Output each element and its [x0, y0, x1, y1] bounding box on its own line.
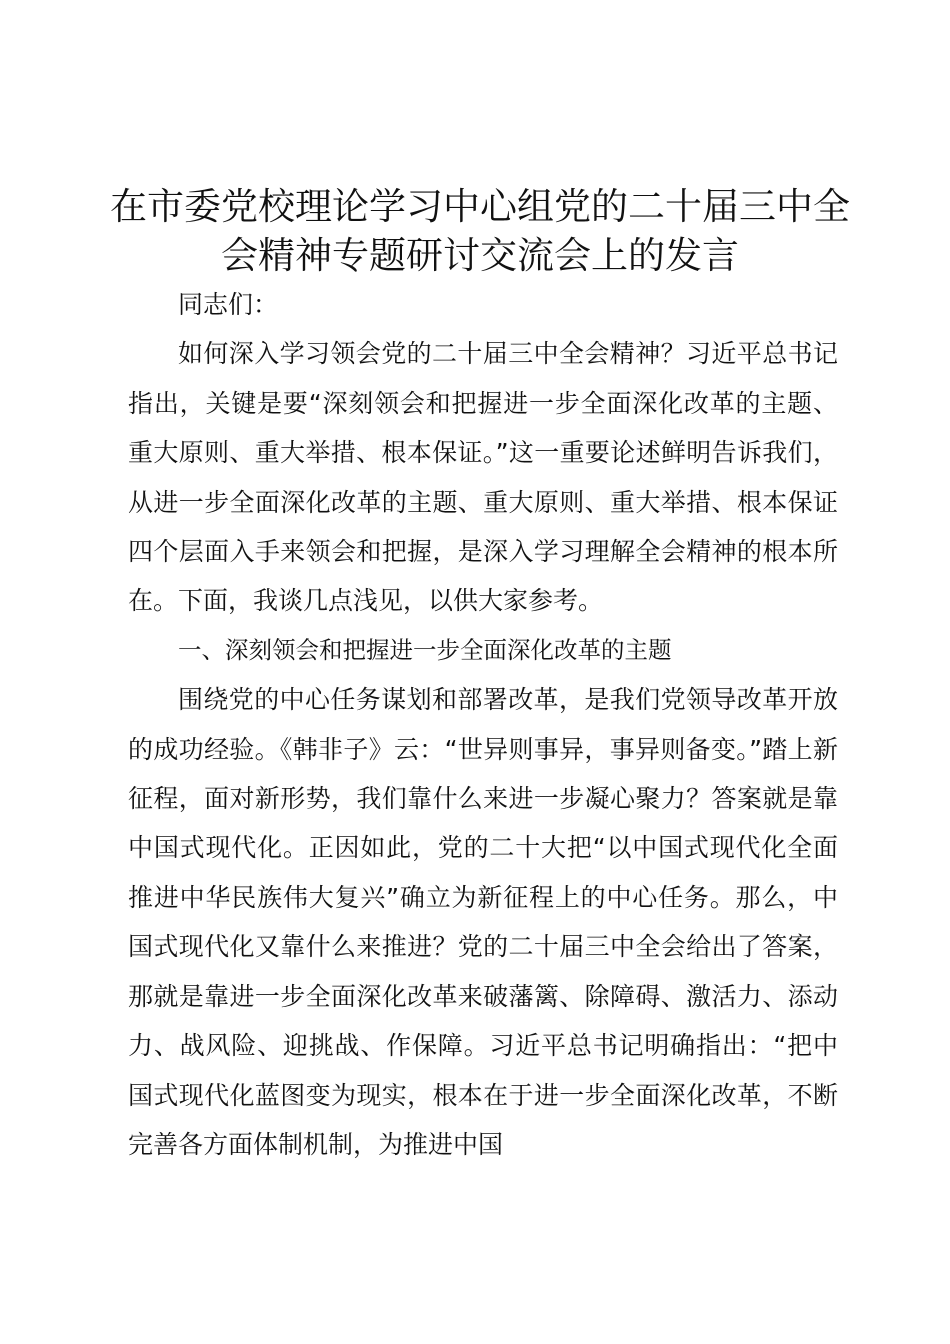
document-title-line-2: 会精神专题研讨交流会上的发言	[221, 234, 739, 277]
section-1-paragraph: 围绕党的中心任务谋划和部署改革，是我们党领导改革开放的成功经验。《韩非子》云：“世异则事异，事异则备变。”踏上新征程，面对新形势，我们靠什么来进一步凝心聚力？答案就是靠中国式现代化。正因如此，党的二十大把“以中国式现代化全面推进中华民族伟大复兴”确立为新征程上的中心任务。那么，中国式现代化又靠什么来推进？党的二十届三中全会给出了答案，那就是靠进一步全面深化改革来破藩篱、除障碍、激活力、添动力、战风险、迎挑战、作保障。习近平总书记明确指出：“把中国式现代化蓝图变为现实，根本在于进一步全面深化改革，不断完善各方面体制机制，为推进中国	[128, 685, 838, 1159]
intro-paragraph: 如何深入学习领会党的二十届三中全会精神？习近平总书记指出，关键是要“深刻领会和把握进一步全面深化改革的主题、重大原则、重大举措、根本保证。”这一重要论述鲜明告诉我们，从进一步全面深化改革的主题、重大原则、重大举措、根本保证四个层面入手来领会和把握，是深入学习理解全会精神的根本所在。下面，我谈几点浅见，以供大家参考。	[128, 339, 838, 616]
section-1-heading: 一、深刻领会和把握进一步全面深化改革的主题	[178, 635, 672, 664]
document-body	[128, 280, 838, 1169]
document-title-line-1: 在市委党校理论学习中心组党的二十届三中全	[110, 185, 850, 228]
document-title	[110, 182, 850, 280]
salutation: 同志们：	[178, 290, 279, 319]
